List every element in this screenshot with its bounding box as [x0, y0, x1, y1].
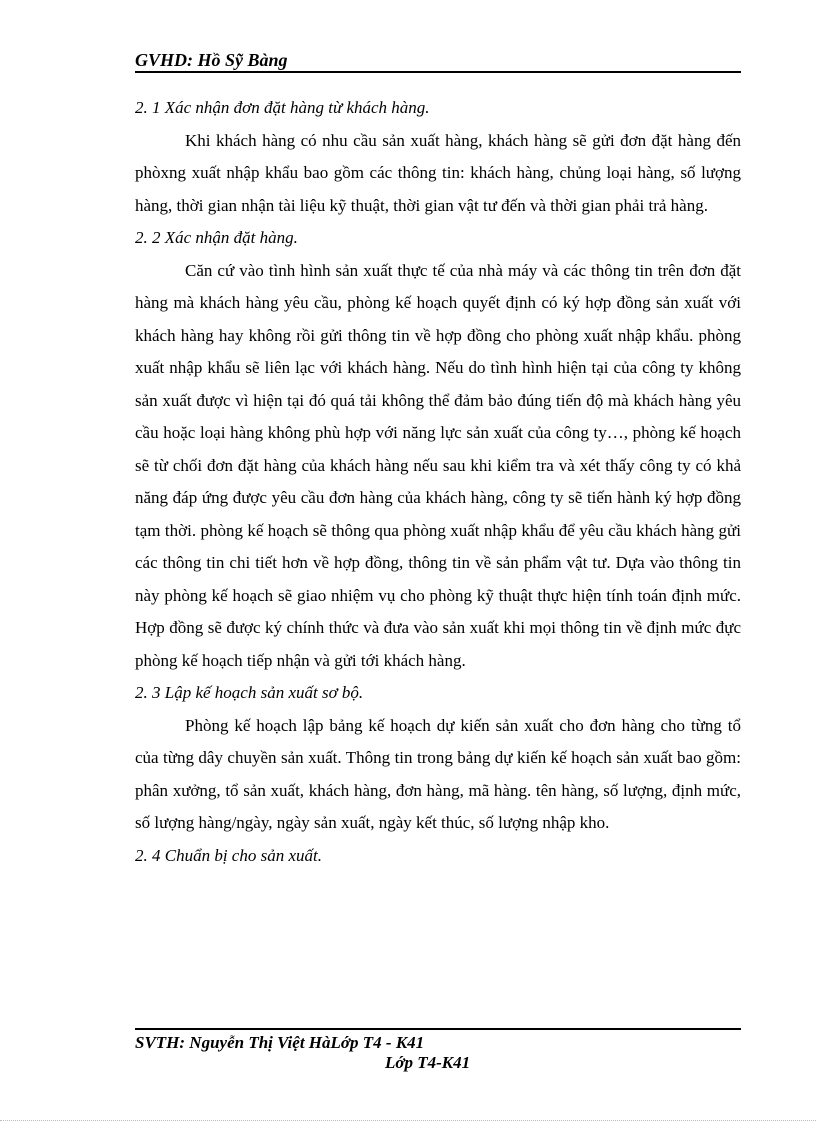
footer-class: Lớp T4-K41 [385, 1053, 471, 1072]
section-heading-2-1: 2. 1 Xác nhận đơn đặt hàng từ khách hàng. [135, 98, 430, 117]
page-header [135, 50, 741, 70]
section-paragraph-2-1: Khi khách hàng có nhu cầu sản xuất hàng, khách hàng sẽ gửi đơn đặt hàng đến phòxng xuất nhập khẩu bao gồm các thông tin: khách hàng, chủng loại hàng, số lượng hàng, thời gian nhận tài liệu kỹ thuật, thời gian vật tư đến và thời gian phải trả hàng. [135, 130, 741, 215]
footer-divider [135, 1028, 741, 1030]
section-paragraph-2-2: Căn cứ vào tình hình sản xuất thực tế của nhà máy và các thông tin trên đơn đặt hàng mà khách hàng yêu cầu, phòng kế hoạch quyết định có ký hợp đồng sản xuất với khách hàng hay không rồi gửi thông tin về hợp đồng cho phòng xuất nhập khẩu. phòng xuất nhập khẩu sẽ liên lạc với khách hàng. Nếu do tình hình hiện tại của công ty không sản xuất được vì hiện tại đó quá tải không thể đảm bảo đúng tiến độ mà khách hàng yêu cầu hoặc loại hàng không phù hợp với năng lực sản xuất của công ty…, phòng kế hoạch sẽ từ chối đơn đặt hàng của khách hàng nếu sau khi kiểm tra và xét thấy công ty có khả năng đáp ứng được yêu cầu đơn hàng của khách hàng, công ty sẽ tiến hành ký hợp đồng tạm thời. phòng kế hoạch sẽ thông qua phòng xuất nhập khẩu để yêu cầu khách hàng gửi các thông tin chi tiết hơn về hợp đồng, thông tin về sản phẩm vật tư. Dựa vào thông tin này phòng kế hoạch sẽ giao nhiệm vụ cho phòng kỹ thuật thực hiện tính toán định mức. Hợp đồng sẽ được ký chính thức và đưa vào sản xuất khi mọi thông tin về định mức đực phòng kế hoạch tiếp nhận và gửi tới khách hàng. [135, 260, 741, 670]
page-edge-divider [0, 1120, 816, 1121]
document-body [135, 92, 741, 872]
header-supervisor: GVHD: Hồ Sỹ Bàng [135, 50, 288, 70]
footer-student: SVTH: Nguyễn Thị Việt HàLớp T4 - K41 [135, 1033, 425, 1052]
section-heading-2-4: 2. 4 Chuẩn bị cho sản xuất. [135, 845, 322, 865]
page-footer [135, 1033, 741, 1073]
section-paragraph-2-3: Phòng kế hoạch lập bảng kế hoạch dự kiến sản xuất cho đơn hàng cho từng tổ của từng dây chuyền sản xuất. Thông tin trong bảng dự kiến kế hoạch sản xuất bao gồm: phân xưởng, tổ sản xuất, khách hàng, đơn hàng, mã hàng. tên hàng, số lượng, định mức, số lượng hàng/ngày, ngày sản xuất, ngày kết thúc, số lượng nhập kho. [135, 715, 741, 832]
section-heading-2-3: 2. 3 Lập kế hoạch sản xuất sơ bộ. [135, 683, 364, 702]
header-divider [135, 71, 741, 73]
section-heading-2-2: 2. 2 Xác nhận đặt hàng. [135, 228, 298, 247]
